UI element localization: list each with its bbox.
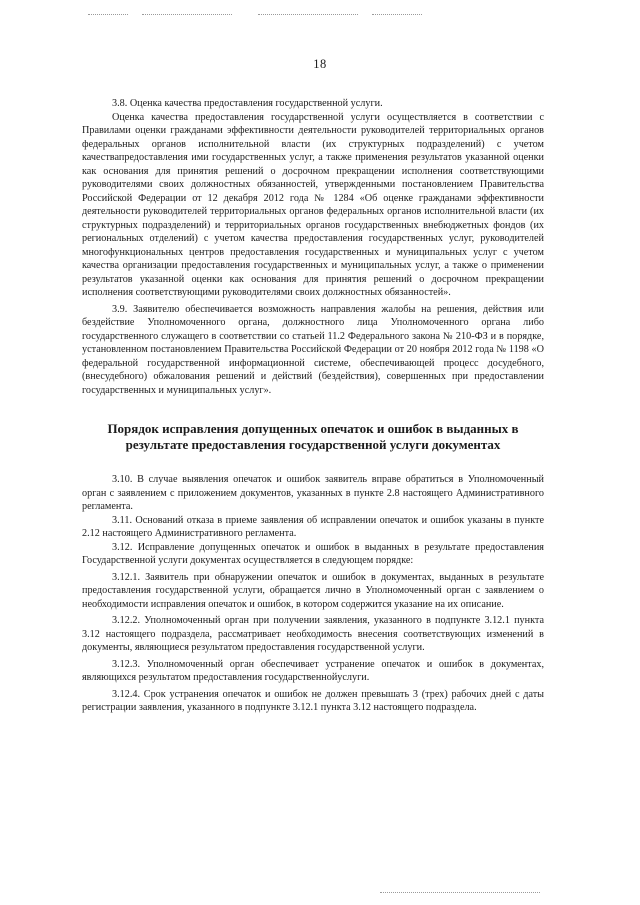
- section-3-12-2: 3.12.2. Уполномоченный орган при получении заявления, указанного в подпункте 3.12.1 пункта 3.12 настоящего подраздела, рассматривает необходимость внесения соответствующих изменений в документы, являющиеся результатом предоставления государственной услуги.: [82, 615, 544, 653]
- section-3-12-4: 3.12.4. Срок устранения опечаток и ошибок не должен превышать 3 (трех) рабочих дней с даты регистрации заявления, указанного в подпункте 3.12.1 пункта 3.12 настоящего подраздела.: [82, 688, 544, 713]
- section-3-10: 3.10. В случае выявления опечаток и ошибок заявитель вправе обратиться в Уполномоченный орган с заявлением с приложением документов, указанных в пункте 2.8 настоящего Административного регламента.: [82, 474, 544, 512]
- section-3-11: 3.11. Оснований отказа в приеме заявления об исправлении опечаток и ошибок указаны в пункте 2.12 настоящего Административного регламента.: [82, 514, 544, 539]
- section-3-9: 3.9. Заявителю обеспечивается возможность направления жалобы на решения, действия или бездействие Уполномоченного органа, должностного лица Уполномоченного органа либо государственного служащего в соответствии со статьей 11.2 Федерального закона № 210-ФЗ и в порядке, установленном постановлением Правительства Российской Федерации от 20 ноября 2012 года № 1198 «О федеральной государственной информационной системе, обеспечивающей процесс досудебного, (внесудебного) обжалования решений и действий (бездействия), совершенных при предоставлении государственных и муниципальных услуг».: [82, 303, 544, 396]
- section-3-8-text: Оценка качества предоставления государственной услуги осуществляется в соответствии с Правилами оценки гражданами эффективности деятельности руководителей территориальных органов федеральных органов исполнительной власти (их структурных подразделений) с учетом качествапредоставления ими государственных услуг, а также применения результатов указанной оценки как основания для принятия решений о досрочном прекращении исполнения соответствующими руководителями своих должностных обязанностей, утвержденными постановлением Правительства Российской Федерации от 12 декабря 2012 года № 1284 «Об оценке гражданами эффективности деятельности руководителей территориальных органов федеральных органов исполнительной власти (их структурных подразделений) и территориальных органов государственных внебюджетных фондов (их региональных отделений) с учетом качества предоставления государственных услуг, руководителей многофункциональных центров предоставления государственных и муниципальных услуг с учетом качества организации предоставления государственных и муниципальных услуг, а также о применении результатов указанной оценки как основания для принятия решений о досрочном прекращении исполнения соответствующими руководителями своих должностных обязанностей».: [82, 111, 544, 298]
- scan-artifact-top-center: [258, 14, 358, 15]
- scan-artifact-top-right: [372, 14, 422, 15]
- scan-artifact-top-mid: [142, 14, 232, 15]
- scan-artifact-bottom: [380, 892, 540, 893]
- scan-artifact-top-left: [88, 14, 128, 15]
- section-3-12: 3.12. Исправление допущенных опечаток и ошибок в выданных в результате предоставления Государственной услуги документах осуществляется в следующем порядке:: [82, 541, 544, 566]
- section-3-12-3: 3.12.3. Уполномоченный орган обеспечивает устранение опечаток и ошибок в документах, являющихся результатом предоставления государственнойуслуги.: [82, 658, 544, 683]
- section-3-8-title: 3.8. Оценка качества предоставления государственной услуги.: [112, 98, 383, 109]
- section-3-12-1: 3.12.1. Заявитель при обнаружении опечаток и ошибок в документах, выданных в результате предоставления государственной услуги, обращается лично в Уполномоченный орган с заявлением о необходимости исправления опечаток и ошибок, в котором содержится указание на их описание.: [82, 571, 544, 610]
- section-heading: Порядок исправления допущенных опечаток и ошибок в выданных в результате предоставления государственной услуги документах: [107, 421, 519, 452]
- page-number: 18: [313, 57, 327, 71]
- document-body: [82, 97, 544, 715]
